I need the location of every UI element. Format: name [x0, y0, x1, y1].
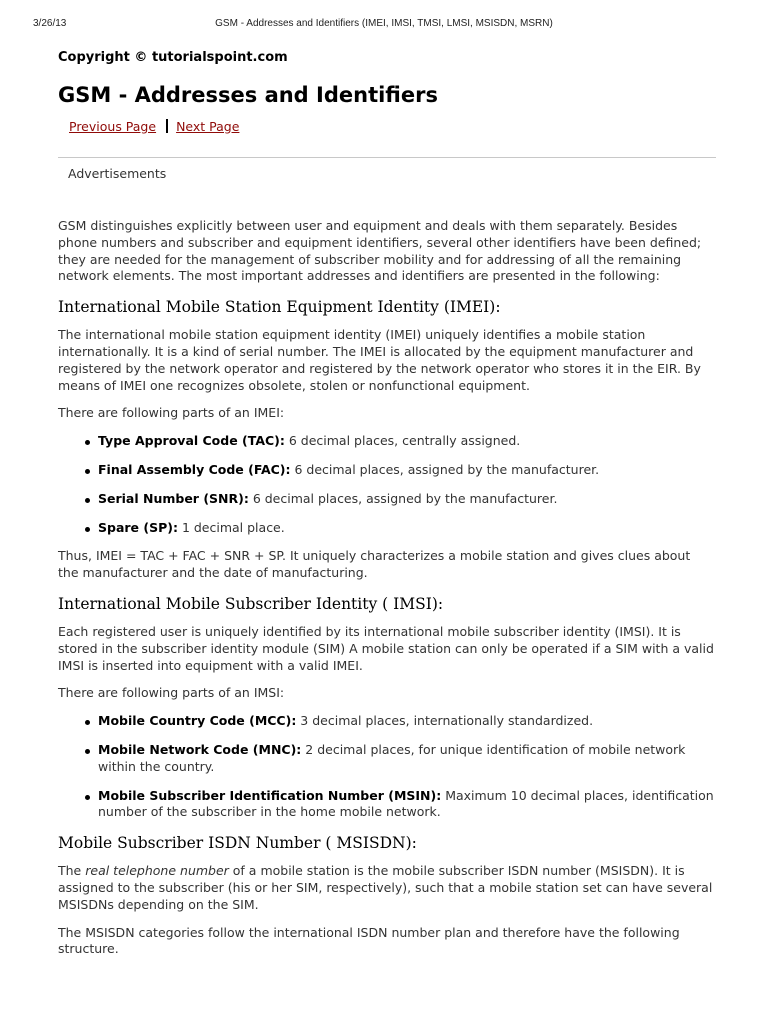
- list-item-desc: 6 decimal places, assigned by the manufacturer.: [248, 490, 558, 506]
- imei-parts-intro: There are following parts of an IMEI:: [58, 405, 285, 421]
- msisdn-categories: The MSISDN categories follow the international ISDN number plan and therefore have the following structure.: [58, 924, 680, 957]
- bullet-icon: [85, 527, 90, 532]
- imei-description: The international mobile station equipment identity (IMEI) uniquely identifies a mobile station internationally. It is a kind of serial number. The IMEI is allocated by the equipment manufacturer and registered by the network operator and registered by the network operator who stores it in the EIR. By means of IMEI one recognizes obsolete, stolen or nonfunctional equipment.: [58, 327, 701, 393]
- bullet-icon: [85, 749, 90, 754]
- list-item-desc: Maximum 10 decimal places, identification number of the subscriber in the home mobile network.: [98, 787, 714, 820]
- imsi-parts-list: [58, 713, 714, 821]
- list-item: [98, 742, 714, 776]
- msisdn-desc-after: of a mobile station is the mobile subscriber ISDN number (MSISDN). It is assigned to the subscriber (his or her SIM, respectively), such that a mobile station set can have several MSISDNs depending on the SIM.: [58, 863, 713, 912]
- page-navigation: [58, 117, 714, 137]
- imei-parts-list: [58, 433, 714, 536]
- imsi-parts-intro: There are following parts of an IMSI:: [58, 685, 285, 701]
- list-item-term: Mobile Country Code (MCC):: [98, 713, 297, 729]
- imsi-heading: International Mobile Subscriber Identity ( IMSI):: [58, 594, 444, 613]
- list-item: [98, 520, 714, 537]
- list-item-desc: 6 decimal places, centrally assigned.: [284, 433, 521, 449]
- imei-heading: International Mobile Station Equipment Identity (IMEI):: [58, 298, 501, 317]
- list-item-desc: 2 decimal places, for unique identification of mobile network within the country.: [98, 741, 686, 774]
- print-header: [33, 18, 735, 32]
- msisdn-description: [58, 863, 714, 913]
- list-item: [98, 491, 714, 508]
- msisdn-desc-emphasis: real telephone number: [85, 863, 229, 879]
- list-item-desc: 1 decimal place.: [177, 519, 285, 535]
- list-item: [98, 713, 714, 730]
- previous-page-link[interactable]: Previous Page: [69, 119, 157, 134]
- bullet-icon: [85, 795, 90, 800]
- divider: [58, 157, 716, 158]
- copyright-notice: Copyright © tutorialspoint.com: [58, 50, 288, 65]
- list-item-term: Serial Number (SNR):: [98, 490, 249, 506]
- bullet-icon: [85, 498, 90, 503]
- list-item: [98, 462, 714, 479]
- advertisements-label: Advertisements: [68, 166, 167, 181]
- print-date: 3/26/13: [33, 18, 67, 29]
- intro-paragraph: GSM distinguishes explicitly between user and equipment and deals with them separately. Besides phone numbers and subscriber and equipment identifiers, several other identifiers have been defined; they are needed for the management of subscriber mobility and for addressing of all the remaining network elements. The most important addresses and identifiers are presented in the following:: [58, 218, 702, 284]
- bullet-icon: [85, 720, 90, 725]
- msisdn-desc-before: The: [58, 863, 86, 879]
- list-item: [98, 788, 714, 822]
- list-item-term: Spare (SP):: [98, 519, 178, 535]
- bullet-icon: [85, 440, 90, 445]
- list-item: [98, 433, 714, 450]
- nav-separator: [166, 119, 168, 133]
- list-item-term: Final Assembly Code (FAC):: [98, 461, 291, 477]
- msisdn-heading: Mobile Subscriber ISDN Number ( MSISDN):: [58, 834, 417, 853]
- article: [58, 50, 714, 958]
- next-page-link[interactable]: Next Page: [176, 119, 240, 134]
- bullet-icon: [85, 469, 90, 474]
- imsi-description: Each registered user is uniquely identified by its international mobile subscriber identity (IMSI). It is stored in the subscriber identity module (SIM) A mobile station can only be operated if a SIM with a valid IMSI is inserted into equipment with a valid IMEI.: [58, 623, 714, 673]
- print-document-title: GSM - Addresses and Identifiers (IMEI, IMSI, TMSI, LMSI, MSISDN, MSRN): [215, 18, 553, 29]
- list-item-term: Mobile Subscriber Identification Number (MSIN):: [98, 787, 442, 803]
- page-title: GSM - Addresses and Identifiers: [58, 83, 438, 107]
- list-item-desc: 6 decimal places, assigned by the manufacturer.: [290, 461, 600, 477]
- list-item-desc: 3 decimal places, internationally standardized.: [296, 713, 594, 729]
- imei-summary: Thus, IMEI = TAC + FAC + SNR + SP. It uniquely characterizes a mobile station and gives clues about the manufacturer and the date of manufacturing.: [58, 548, 691, 581]
- list-item-term: Type Approval Code (TAC):: [98, 433, 285, 449]
- list-item-term: Mobile Network Code (MNC):: [98, 741, 302, 757]
